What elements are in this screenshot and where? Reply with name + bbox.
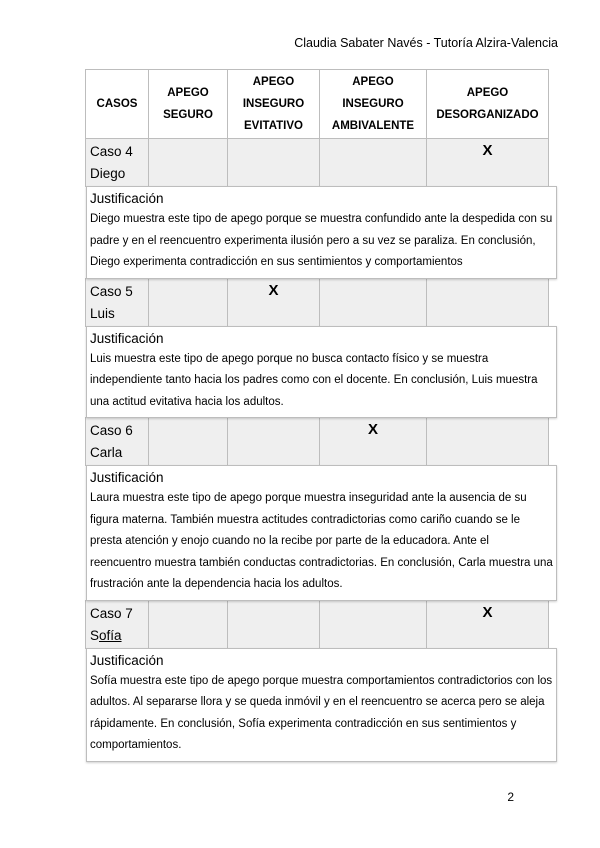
attachment-cell [227,417,320,466]
case-name: Carla [90,445,123,460]
case-cell [85,278,149,327]
case-cell [85,417,149,466]
justification-text: Luis muestra este tipo de apego porque no busca contacto físico y se muestra independiente tanto hacia los padres como con el docente. En conclusión, Luis muestra una actitud evitativa hacia los adultos. [90,352,538,408]
attachment-cell [319,417,427,466]
attachment-cell [426,600,549,649]
case-row [86,279,552,327]
column-header-line: INSEGURO [242,98,305,110]
case-label: Caso 6 [90,423,133,438]
justification-text: Diego muestra este tipo de apego porque se muestra confundido ante la despedida con su padre y en el reencuentro experimenta ilusión pero a su vez se paraliza. En conclusión, Diego experimenta contradicción en sus sentimientos y comportamientos [90,213,553,268]
case-label: Caso 5 [90,283,133,299]
case-name: Diego [90,166,126,181]
column-header-line: SEGURO [163,109,213,121]
justification-box [86,326,557,419]
justification-text: Sofía muestra este tipo de apego porque muestra comportamientos contradictorios con los adultos. Al separarse llora y se queda inmóvil y en el reencuentro se acerca pero se aleja rápidamente. En conclusión, Sofía experimenta contradicción en sus sentimientos y comportamientos. [90,674,553,751]
attachment-cell [319,600,427,649]
case-name: Luis [90,305,115,321]
justification-title: Justificación [90,470,164,485]
column-header-line: APEGO [167,87,209,99]
case-cell [85,600,149,649]
page-header: Claudia Sabater Navés - Tutoría Alzira-Valencia [294,36,558,50]
case-rows [86,139,552,762]
attachment-cell [227,278,320,327]
table-header-row [86,70,552,139]
case-cell [85,138,149,187]
column-header [227,69,320,139]
case-label: Caso 7 [90,605,133,621]
attachment-table [86,70,552,762]
x-mark: X [482,603,493,621]
case-row [86,139,552,187]
justification-title: Justificación [90,652,164,668]
column-header-line: CASOS [96,98,138,110]
column-header [85,69,149,139]
column-header-line: INSEGURO [342,98,404,110]
justification-box [86,186,557,279]
attachment-cell [148,138,228,187]
justification-text: Laura muestra este tipo de apego porque muestra inseguridad ante la ausencia de su figura materna. También muestra actitudes contradictorias como cariño cuando se le presta atención y enojo cuando no la recibe por parte de la educadora. Ante el reencuentro muestra también conductas contradictorias. En conclusión, Carla muestra una frustración ante la dependencia hacia los adultos. [90,492,553,590]
attachment-cell [319,138,427,187]
attachment-cell [426,278,549,327]
justification-title: Justificación [90,191,164,206]
justification-title: Justificación [90,330,164,346]
attachment-cell [426,417,549,466]
column-header-line: APEGO [252,76,295,88]
x-mark: X [367,421,378,438]
justification-box [86,465,557,601]
justification-box [86,648,557,762]
column-header [319,69,427,139]
attachment-cell [426,138,549,187]
case-label: Caso 4 [90,144,133,159]
x-mark: X [482,142,493,159]
page-number: 2 [507,790,514,804]
case-row [86,418,552,466]
column-header-line: DESORGANIZADO [436,109,539,121]
attachment-cell [319,278,427,327]
x-mark: X [268,281,279,299]
column-header [148,69,228,139]
column-header [426,69,549,139]
case-row [86,601,552,649]
attachment-cell [227,138,320,187]
column-header-line: APEGO [466,87,509,99]
attachment-cell [148,278,228,327]
case-name: Sofía [90,627,122,643]
column-header-line: APEGO [352,76,394,88]
attachment-cell [148,417,228,466]
column-header-line: AMBIVALENTE [331,120,415,132]
column-header-line: EVITATIVO [244,120,303,132]
attachment-cell [227,600,320,649]
attachment-cell [148,600,228,649]
